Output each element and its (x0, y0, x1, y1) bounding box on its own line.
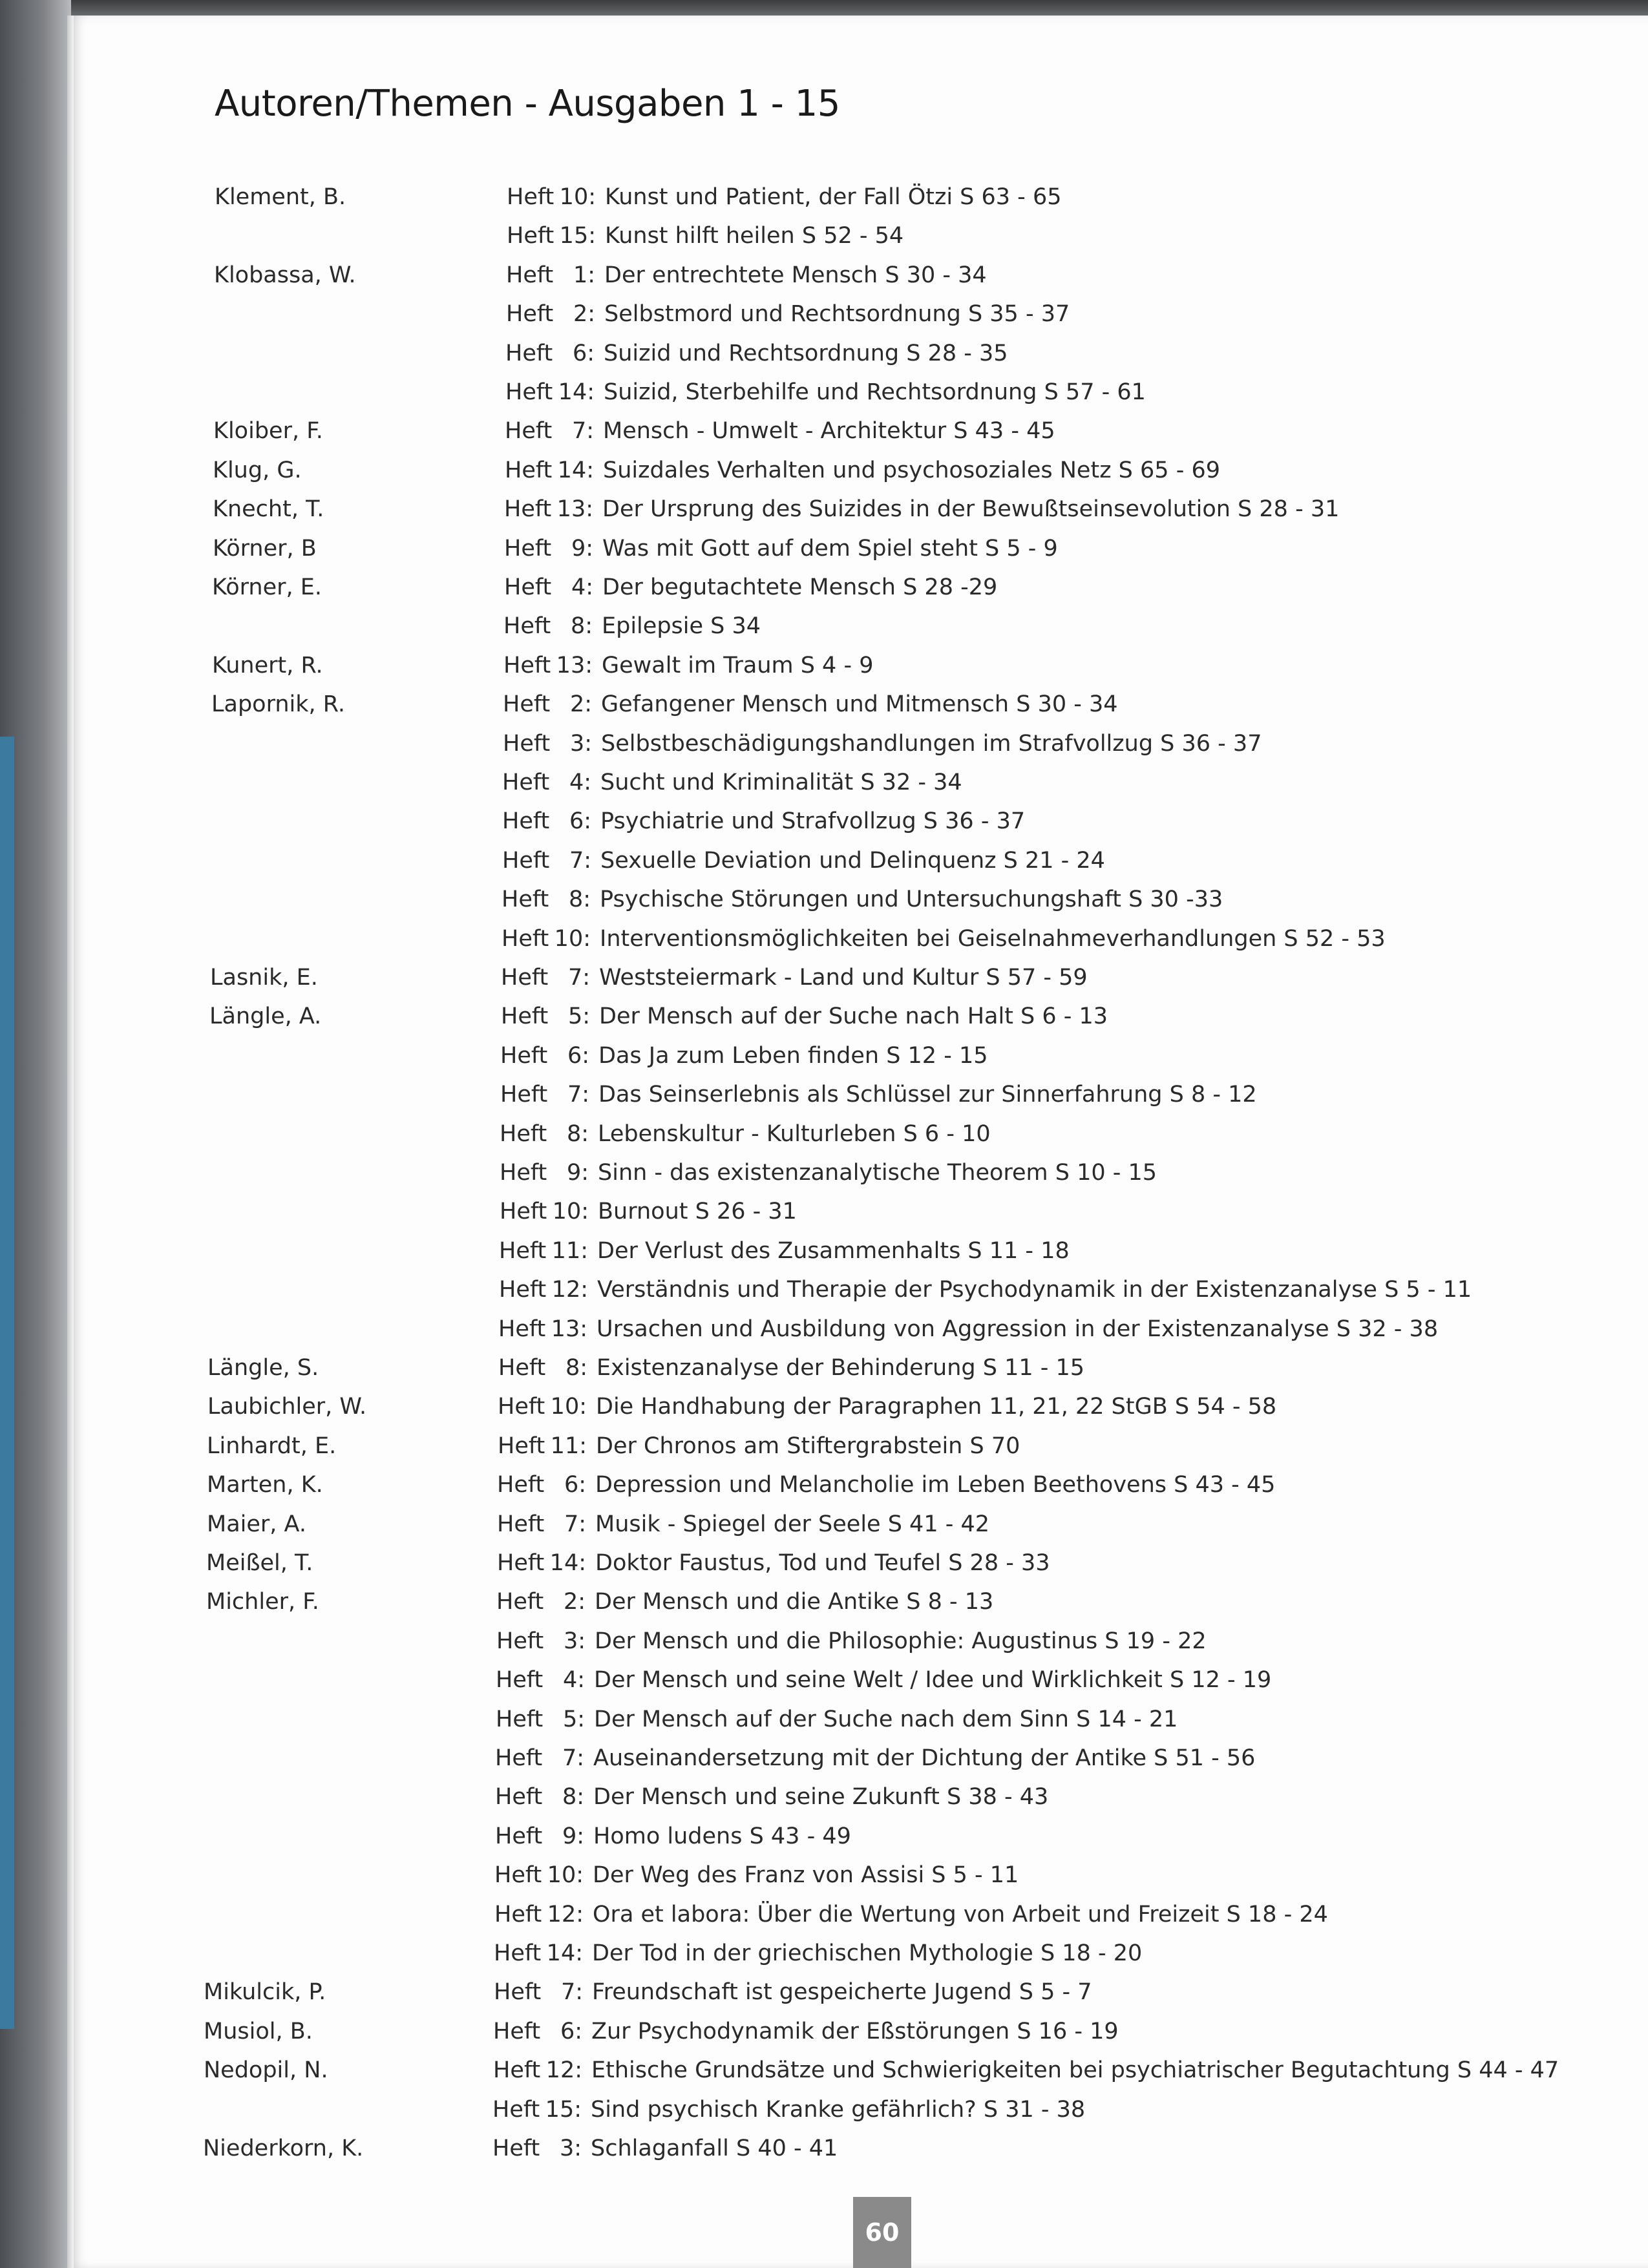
topic-text: Der Chronos am Stiftergrabstein S 70 (596, 1433, 1020, 1459)
topic-text: Psychiatrie und Strafvollzug S 36 - 37 (600, 808, 1026, 834)
topic-text: Auseinandersetzung mit der Dichtung der Antike S 51 - 56 (593, 1745, 1256, 1771)
heft-number: 2: (573, 301, 595, 327)
index-row (0, 490, 1648, 529)
index-row (0, 1310, 1648, 1349)
heft-number: 5: (567, 1003, 590, 1029)
topic-text: Epilepsie S 34 (602, 613, 761, 639)
heft-label: Heft (505, 418, 553, 444)
index-row (0, 1465, 1648, 1504)
topic-text: Der Mensch und seine Zukunft S 38 - 43 (593, 1784, 1049, 1810)
heft-number: 7: (567, 1082, 589, 1108)
heft-number: 4: (571, 574, 593, 600)
index-row (0, 1582, 1648, 1621)
index-row (0, 646, 1648, 685)
heft-label: Heft (500, 1199, 547, 1224)
heft-label: Heft (496, 1667, 544, 1693)
topic-text: Sucht und Kriminalität S 32 - 34 (600, 770, 962, 795)
index-row (0, 2012, 1648, 2051)
heft-number: 6: (572, 341, 595, 366)
index-row (0, 2051, 1648, 2090)
index-row (0, 412, 1648, 450)
topic-text: Kunst und Patient, der Fall Ötzi S 63 - 65 (605, 184, 1062, 210)
heft-label: Heft (499, 1277, 547, 1303)
index-row (0, 2129, 1648, 2168)
heft-number: 2: (569, 691, 592, 717)
heft-number: 6: (564, 1472, 586, 1498)
heft-label: Heft (496, 1628, 544, 1654)
index-row (0, 1622, 1648, 1661)
topic-text: Ora et labora: Über die Wertung von Arbeit und Freizeit S 18 - 24 (593, 1902, 1328, 1927)
index-row (0, 178, 1648, 216)
author-name: Michler, F. (206, 1589, 319, 1615)
topic-text: Der entrechtete Mensch S 30 - 34 (604, 262, 987, 288)
heft-label: Heft (493, 2019, 541, 2044)
author-name: Maier, A. (207, 1511, 306, 1537)
index-row (0, 1349, 1648, 1387)
heft-number: 3: (569, 731, 592, 757)
heft-label: Heft (497, 1472, 545, 1498)
topic-text: Psychische Störungen und Untersuchungshaft S 30 -33 (600, 887, 1223, 912)
heft-number: 10: (554, 926, 591, 952)
index-row (0, 1075, 1648, 1114)
topic-text: Der Weg des Franz von Assisi S 5 - 11 (593, 1862, 1019, 1888)
heft-number: 12: (551, 1277, 588, 1303)
index-row (0, 1270, 1648, 1309)
topic-text: Der Mensch und die Antike S 8 - 13 (595, 1589, 994, 1615)
topic-text: Lebenskultur - Kulturleben S 6 - 10 (598, 1121, 991, 1147)
topic-text: Der Mensch und die Philosophie: Augustinus S 19 - 22 (595, 1628, 1207, 1654)
topic-text: Musik - Spiegel der Seele S 41 - 42 (595, 1511, 990, 1537)
heft-number: 2: (563, 1589, 586, 1615)
author-name: Musiol, B. (204, 2019, 313, 2044)
heft-label: Heft (495, 1745, 543, 1771)
topic-text: Der Verlust des Zusammenhalts S 11 - 18 (597, 1238, 1070, 1264)
topic-text: Das Ja zum Leben finden S 12 - 15 (598, 1043, 988, 1069)
heft-label: Heft (503, 691, 551, 717)
index-row (0, 373, 1648, 412)
heft-label: Heft (503, 613, 551, 639)
topic-text: Das Seinserlebnis als Schlüssel zur Sinnerfahrung S 8 - 12 (598, 1082, 1257, 1108)
index-row (0, 1856, 1648, 1895)
index-row (0, 295, 1648, 333)
index-row (0, 1036, 1648, 1075)
index-row (0, 607, 1648, 646)
heft-label: Heft (495, 1784, 543, 1810)
topic-text: Burnout S 26 - 31 (598, 1199, 797, 1224)
index-row (0, 1934, 1648, 1973)
author-name: Marten, K. (207, 1472, 323, 1498)
heft-label: Heft (495, 1823, 543, 1849)
topic-text: Doktor Faustus, Tod und Teufel S 28 - 33 (595, 1550, 1050, 1576)
topic-text: Selbstbeschädigungshandlungen im Strafvollzug S 36 - 37 (601, 731, 1262, 757)
heft-number: 14: (558, 379, 595, 405)
heft-number: 5: (562, 1706, 585, 1732)
heft-number: 7: (560, 1979, 583, 2005)
topic-text: Selbstmord und Rechtsordnung S 35 - 37 (604, 301, 1070, 327)
heft-number: 7: (564, 1511, 586, 1537)
topic-text: Was mit Gott auf dem Spiel steht S 5 - 9 (602, 536, 1058, 562)
author-name: Lasnik, E. (210, 965, 318, 991)
page-title: Autoren/Themen - Ausgaben 1 - 15 (215, 83, 840, 125)
page-number: 60 (853, 2197, 911, 2268)
heft-label: Heft (498, 1394, 545, 1420)
heft-number: 8: (565, 1355, 587, 1381)
index-row (0, 1505, 1648, 1544)
heft-number: 1: (573, 262, 595, 288)
heft-number: 7: (567, 965, 590, 991)
index-row (0, 1778, 1648, 1816)
heft-number: 15: (545, 2097, 582, 2123)
heft-label: Heft (502, 887, 549, 912)
index-row (0, 802, 1648, 841)
topic-text: Gefangener Mensch und Mitmensch S 30 - 34 (601, 691, 1118, 717)
author-name: Klug, G. (213, 457, 302, 483)
heft-label: Heft (494, 1940, 542, 1966)
heft-label: Heft (507, 184, 555, 210)
topic-text: Gewalt im Traum S 4 - 9 (602, 653, 874, 678)
index-row (0, 919, 1648, 958)
topic-text: Mensch - Umwelt - Architektur S 43 - 45 (603, 418, 1055, 444)
author-name: Längle, S. (207, 1355, 319, 1381)
index-row (0, 685, 1648, 724)
topic-text: Der Tod in der griechischen Mythologie S 18 - 20 (592, 1940, 1143, 1966)
index-row (0, 1661, 1648, 1699)
heft-label: Heft (493, 2057, 541, 2083)
topic-text: Der Ursprung des Suizides in der Bewußtseinsevolution S 28 - 31 (602, 496, 1340, 522)
index-row (0, 880, 1648, 919)
topic-text: Der Mensch auf der Suche nach dem Sinn S 14 - 21 (594, 1706, 1178, 1732)
heft-label: Heft (499, 1238, 547, 1264)
topic-text: Suizdales Verhalten und psychosoziales Netz S 65 - 69 (603, 457, 1220, 483)
index-row (0, 1817, 1648, 1856)
author-name: Klement, B. (215, 184, 346, 210)
author-name: Meißel, T. (206, 1550, 313, 1576)
heft-label: Heft (500, 1160, 547, 1186)
heft-label: Heft (502, 770, 550, 795)
index-row (0, 958, 1648, 997)
heft-number: 7: (569, 848, 591, 874)
heft-number: 11: (550, 1433, 587, 1459)
heft-number: 12: (547, 1902, 584, 1927)
index-row (0, 763, 1648, 802)
heft-label: Heft (503, 731, 551, 757)
heft-label: Heft (494, 1979, 542, 2005)
topic-text: Verständnis und Therapie der Psychodynamik in der Existenzanalyse S 5 - 11 (597, 1277, 1472, 1303)
heft-number: 9: (571, 536, 593, 562)
author-name: Mikulcik, P. (204, 1979, 326, 2005)
heft-label: Heft (494, 1902, 542, 1927)
topic-text: Schlaganfall S 40 - 41 (591, 2136, 838, 2161)
heft-number: 11: (551, 1238, 588, 1264)
index-row (0, 997, 1648, 1036)
topic-text: Sexuelle Deviation und Delinquenz S 21 - 24 (600, 848, 1105, 874)
author-name: Längle, A. (209, 1003, 322, 1029)
heft-label: Heft (505, 341, 553, 366)
index-row (0, 1700, 1648, 1739)
heft-label: Heft (505, 457, 553, 483)
index-row (0, 1544, 1648, 1582)
author-name: Niederkorn, K. (203, 2136, 364, 2161)
index-row (0, 1427, 1648, 1465)
heft-label: Heft (498, 1433, 545, 1459)
heft-label: Heft (507, 223, 555, 249)
heft-number: 10: (552, 1199, 589, 1224)
author-name: Nedopil, N. (204, 2057, 328, 2083)
index-row (0, 529, 1648, 568)
topic-text: Freundschaft ist gespeicherte Jugend S 5 - 7 (592, 1979, 1092, 2005)
heft-number: 9: (566, 1160, 589, 1186)
heft-number: 13: (556, 496, 593, 522)
heft-label: Heft (494, 1862, 542, 1888)
heft-number: 9: (562, 1823, 584, 1849)
heft-number: 8: (570, 613, 593, 639)
heft-number: 13: (551, 1316, 587, 1342)
heft-label: Heft (502, 808, 550, 834)
author-name: Klobassa, W. (214, 262, 356, 288)
author-name: Kunert, R. (212, 653, 323, 678)
topic-text: Existenzanalyse der Behinderung S 11 - 15 (597, 1355, 1085, 1381)
heft-number: 8: (562, 1784, 584, 1810)
index-row (0, 1232, 1648, 1270)
heft-label: Heft (497, 1550, 545, 1576)
topic-text: Zur Psychodynamik der Eßstörungen S 16 - 19 (591, 2019, 1119, 2044)
topic-text: Die Handhabung der Paragraphen 11, 21, 22 StGB S 54 - 58 (596, 1394, 1277, 1420)
topic-text: Homo ludens S 43 - 49 (593, 1823, 851, 1849)
topic-text: Sind psychisch Kranke gefährlich? S 31 - 38 (591, 2097, 1086, 2123)
topic-text: Kunst hilft heilen S 52 - 54 (605, 223, 904, 249)
heft-number: 6: (569, 808, 591, 834)
index-row (0, 724, 1648, 763)
index-row (0, 451, 1648, 490)
index-row (0, 216, 1648, 255)
index-row (0, 568, 1648, 607)
heft-number: 15: (559, 223, 596, 249)
topic-text: Der begutachtete Mensch S 28 -29 (602, 574, 998, 600)
index-row (0, 1115, 1648, 1153)
index-row (0, 1895, 1648, 1934)
heft-label: Heft (500, 1043, 548, 1069)
index-row (0, 1153, 1648, 1192)
heft-number: 8: (566, 1121, 589, 1147)
heft-label: Heft (502, 926, 549, 952)
heft-number: 10: (550, 1394, 587, 1420)
heft-label: Heft (500, 1082, 548, 1108)
heft-label: Heft (498, 1355, 546, 1381)
topic-text: Der Mensch und seine Welt / Idee und Wirklichkeit S 12 - 19 (594, 1667, 1272, 1693)
heft-label: Heft (492, 2097, 540, 2123)
heft-number: 4: (562, 1667, 585, 1693)
author-name: Kloiber, F. (213, 418, 323, 444)
heft-label: Heft (500, 1121, 547, 1147)
author-name: Laubichler, W. (207, 1394, 367, 1420)
heft-number: 14: (546, 1940, 583, 1966)
heft-label: Heft (504, 496, 552, 522)
heft-label: Heft (504, 574, 552, 600)
topic-text: Interventionsmöglichkeiten bei Geiselnahmeverhandlungen S 52 - 53 (600, 926, 1386, 952)
index-row (0, 1739, 1648, 1778)
topic-text: Depression und Melancholie im Leben Beethovens S 43 - 45 (595, 1472, 1276, 1498)
heft-number: 8: (568, 887, 591, 912)
heft-number: 13: (556, 653, 593, 678)
heft-label: Heft (492, 2136, 540, 2161)
index-row (0, 334, 1648, 373)
heft-label: Heft (496, 1589, 544, 1615)
heft-label: Heft (505, 379, 553, 405)
author-name: Knecht, T. (213, 496, 324, 522)
heft-label: Heft (501, 1003, 549, 1029)
topic-text: Weststeiermark - Land und Kultur S 57 - 59 (599, 965, 1088, 991)
heft-label: Heft (504, 536, 552, 562)
heft-number: 6: (567, 1043, 589, 1069)
author-name: Lapornik, R. (211, 691, 345, 717)
heft-number: 3: (559, 2136, 582, 2161)
author-name: Linhardt, E. (207, 1433, 337, 1459)
topic-text: Ursachen und Ausbildung von Aggression in der Existenzanalyse S 32 - 38 (597, 1316, 1439, 1342)
heft-number: 7: (571, 418, 594, 444)
heft-label: Heft (496, 1706, 544, 1732)
heft-label: Heft (503, 653, 551, 678)
topic-text: Der Mensch auf der Suche nach Halt S 6 - 13 (599, 1003, 1108, 1029)
heft-number: 3: (563, 1628, 586, 1654)
author-name: Körner, B (213, 536, 317, 562)
heft-label: Heft (497, 1511, 545, 1537)
heft-number: 10: (559, 184, 596, 210)
index-row (0, 1192, 1648, 1231)
index-row (0, 1973, 1648, 2011)
topic-text: Suizid, Sterbehilfe und Rechtsordnung S 57 - 61 (604, 379, 1146, 405)
topic-text: Ethische Grundsätze und Schwierigkeiten bei psychiatrischer Begutachtung S 44 - 47 (591, 2057, 1559, 2083)
heft-number: 12: (545, 2057, 582, 2083)
topic-text: Suizid und Rechtsordnung S 28 - 35 (604, 341, 1008, 366)
index-row (0, 2090, 1648, 2129)
heft-label: Heft (502, 848, 550, 874)
heft-number: 14: (557, 457, 594, 483)
index-row (0, 256, 1648, 295)
heft-label: Heft (501, 965, 549, 991)
topic-text: Sinn - das existenzanalytische Theorem S 10 - 15 (598, 1160, 1157, 1186)
heft-label: Heft (506, 262, 554, 288)
heft-label: Heft (498, 1316, 546, 1342)
index-row (0, 841, 1648, 880)
index-row (0, 1387, 1648, 1426)
heft-number: 10: (547, 1862, 584, 1888)
heft-number: 6: (560, 2019, 582, 2044)
heft-label: Heft (506, 301, 554, 327)
heft-number: 4: (569, 770, 591, 795)
heft-number: 7: (562, 1745, 584, 1771)
author-name: Körner, E. (212, 574, 322, 600)
heft-number: 14: (549, 1550, 586, 1576)
